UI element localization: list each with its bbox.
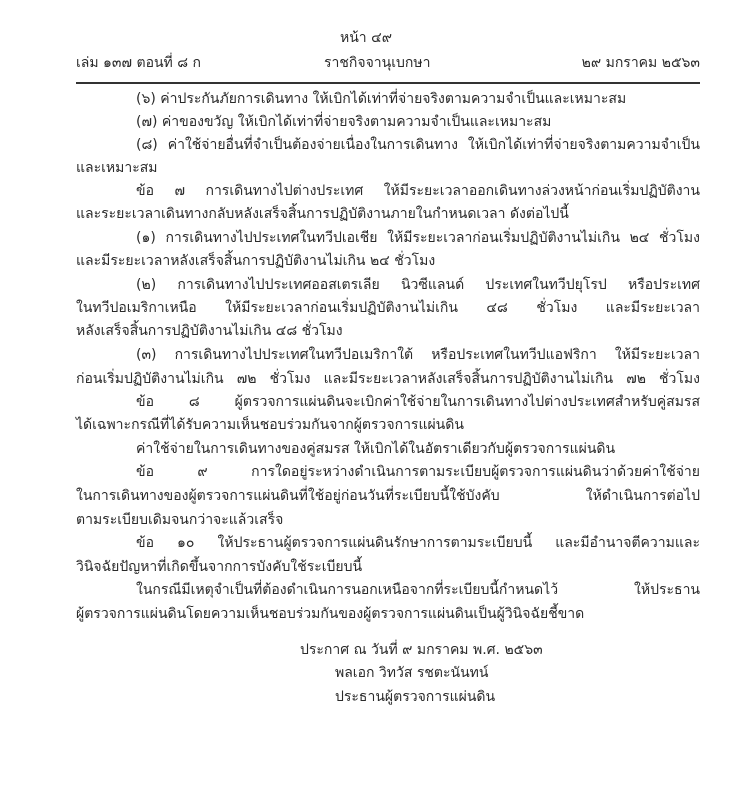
body-line: (๗) ค่าของขวัญ ให้เบิกได้เท่าที่จ่ายจริงตามความจำเป็นและเหมาะสม [136, 114, 552, 130]
page-number: หน้า ๔๙ [340, 30, 392, 46]
body-line: หลังเสร็จสิ้นการปฏิบัติงานไม่เกิน ๔๘ ชั่วโมง [76, 323, 343, 339]
body-line: (๖) ค่าประกันภัยการเดินทาง ให้เบิกได้เท่าที่จ่ายจริงตามความจำเป็นและเหมาะสม [136, 91, 627, 107]
signatory-title: ประธานผู้ตรวจการแผ่นดิน [335, 689, 496, 705]
volume-issue: เล่ม ๑๓๗ ตอนที่ ๘ ก [76, 55, 201, 71]
body-line: (๒) การเดินทางไปประเทศออสเตรเลีย นิวซีแลนด์ ประเทศในทวีปยุโรป หรือประเทศ [136, 277, 700, 293]
body-line: และเหมาะสม [76, 160, 158, 176]
body-line: และระยะเวลาเดินทางกลับหลังเสร็จสิ้นการปฏิบัติงานภายในกำหนดเวลา ดังต่อไปนี้ [76, 206, 569, 222]
body-line: ข้อ ๘ ผู้ตรวจการแผ่นดินจะเบิกค่าใช้จ่ายในการเดินทางไปต่างประเทศสำหรับคู่สมรส [136, 394, 700, 410]
body-line: (๘) ค่าใช้จ่ายอื่นที่จำเป็นต้องจ่ายเนื่องในการเดินทาง ให้เบิกได้เท่าที่จ่ายจริงตามความจำเป็น [136, 137, 700, 153]
signatory-name: พลเอก วิทวัส รชตะนันทน์ [335, 665, 489, 681]
body-line: ได้เฉพาะกรณีที่ได้รับความเห็นชอบร่วมกันจากผู้ตรวจการแผ่นดิน [76, 417, 464, 433]
body-line: (๓) การเดินทางไปประเทศในทวีปอเมริกาใต้ หรือประเทศในทวีปแอฟริกา ให้มีระยะเวลา [136, 347, 700, 363]
body-line: และมีระยะเวลาหลังเสร็จสิ้นการปฏิบัติงานไม่เกิน ๒๔ ชั่วโมง [76, 253, 436, 269]
body-line: ข้อ ๙ การใดอยู่ระหว่างดำเนินการตามระเบียบผู้ตรวจการแผ่นดินว่าด้วยค่าใช้จ่าย [136, 464, 700, 480]
body-line: ในการเดินทางของผู้ตรวจการแผ่นดินที่ใช้อยู่ก่อนวันที่ระเบียบนี้ใช้บังคับ ให้ดำเนินการต่อไป [76, 488, 700, 504]
publication-date: ๒๙ มกราคม ๒๕๖๓ [581, 55, 700, 71]
body-line: ตามระเบียบเดิมจนกว่าจะแล้วเสร็จ [76, 512, 284, 528]
body-line: ผู้ตรวจการแผ่นดินโดยความเห็นชอบร่วมกันของผู้ตรวจการแผ่นดินเป็นผู้วินิจฉัยชี้ขาด [76, 606, 585, 622]
announcement-date: ประกาศ ณ วันที่ ๙ มกราคม พ.ศ. ๒๕๖๓ [300, 642, 543, 658]
body-line: ข้อ ๗ การเดินทางไปต่างประเทศ ให้มีระยะเวลาออกเดินทางล่วงหน้าก่อนเริ่มปฏิบัติงาน [136, 183, 700, 199]
gazette-header [76, 52, 700, 72]
body-line: (๑) การเดินทางไปประเทศในทวีปเอเชีย ให้มีระยะเวลาก่อนเริ่มปฏิบัติงานไม่เกิน ๒๔ ชั่วโมง [136, 230, 700, 246]
header-divider [76, 82, 700, 84]
body-line: ในทวีปอเมริกาเหนือ ให้มีระยะเวลาก่อนเริ่มปฏิบัติงานไม่เกิน ๔๘ ชั่วโมง และมีระยะเวลา [76, 300, 700, 316]
body-line: ค่าใช้จ่ายในการเดินทางของคู่สมรส ให้เบิกได้ในอัตราเดียวกับผู้ตรวจการแผ่นดิน [136, 441, 616, 457]
publication-name: ราชกิจจานุเบกษา [324, 55, 431, 71]
body-line: วินิจฉัยปัญหาที่เกิดขึ้นจากการบังคับใช้ระเบียบนี้ [76, 559, 363, 575]
body-line: ข้อ ๑๐ ให้ประธานผู้ตรวจการแผ่นดินรักษาการตามระเบียบนี้ และมีอำนาจตีความและ [136, 535, 700, 551]
body-line: ก่อนเริ่มปฏิบัติงานไม่เกิน ๗๒ ชั่วโมง และมีระยะเวลาหลังเสร็จสิ้นการปฏิบัติงานไม่เกิน ๗๒ ชั่วโมง [76, 371, 700, 387]
body-line: ในกรณีมีเหตุจำเป็นที่ต้องดำเนินการนอกเหนือจากที่ระเบียบนี้กำหนดไว้ ให้ประธาน [136, 582, 700, 598]
